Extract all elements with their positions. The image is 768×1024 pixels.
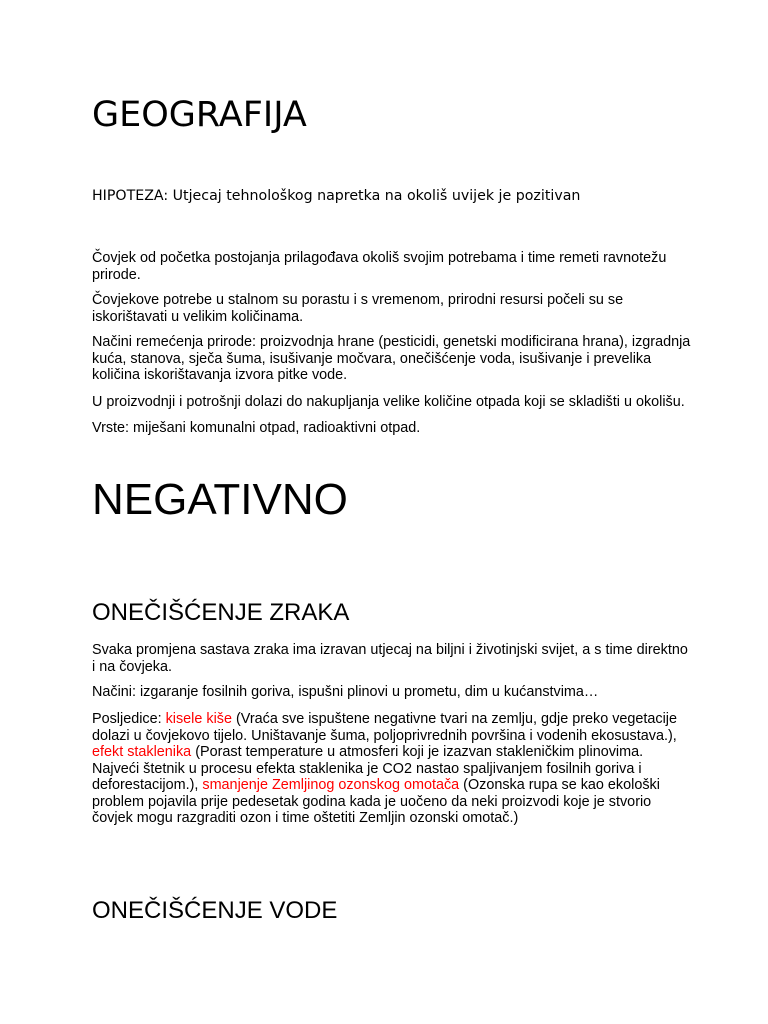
acid-rain-term: kisele kiše: [165, 711, 232, 727]
negative-heading: NEGATIVNO: [92, 475, 348, 524]
intro-paragraph: Načini remećenja prirode: proizvodnja hrane (pesticidi, genetski modificirana hrana), izgradnja kuća, stanova, sječa šuma, isušivanje močvara, onečišćenje voda, isušivanje i prevelika količina iskorištavanja izvora pitke vode.: [92, 334, 691, 383]
consequences-paragraph: [92, 711, 682, 827]
air-paragraph: Svaka promjena sastava zraka ima izravan utjecaj na biljni i životinjski svijet, a s time direktno i na čovjeka.: [92, 642, 688, 675]
intro-paragraph: Čovjekove potrebe u stalnom su porastu i s vremenom, prirodni resursi počeli su se iskorištavati u velikim količinama.: [92, 292, 624, 325]
air-pollution-heading: ONEČIŠĆENJE ZRAKA: [92, 599, 350, 626]
hypothesis-line: HIPOTEZA: Utjecaj tehnološkog napretka na okoliš uvijek je pozitivan: [92, 188, 581, 204]
document-title: GEOGRAFIJA: [92, 95, 307, 135]
ozone-text: (Ozonska rupa se kao ekološki problem pojavila prije pedesetak godina kada je uočeno da neki proizvodi koje je stvorio čovjek mogu razgraditi ozon i time oštetiti Zemljin ozonski omotač.): [92, 777, 660, 826]
intro-paragraph: Čovjek od početka postojanja prilagođava okoliš svojim potrebama i time remeti ravnotežu prirode.: [92, 250, 667, 283]
ozone-term: smanjenje Zemljinog ozonskog omotača: [202, 777, 460, 793]
greenhouse-term: efekt staklenika: [92, 744, 192, 760]
water-pollution-heading: ONEČIŠĆENJE VODE: [92, 897, 338, 924]
acid-rain-text: (Vraća sve ispuštene negativne tvari na zemlju, gdje preko vegetacije dolazi u čovjekovo tijelo. Uništavanje šuma, poljoprivrednih površina i vodenih ekosustava.),: [92, 711, 678, 744]
consequences-label: Posljedice:: [92, 711, 166, 727]
greenhouse-text: (Porast temperature u atmosferi koji je izazvan stakleničkim plinovima. Najveći štetnik u procesu efekta staklenika je CO2 nastao spaljivanjem fosilnih goriva i deforestacijom.),: [92, 744, 644, 793]
air-paragraph: Načini: izgaranje fosilnih goriva, ispušni plinovi u prometu, dim u kućanstvima…: [92, 684, 599, 700]
intro-paragraph: U proizvodnji i potrošnji dolazi do nakupljanja velike količine otpada koji se skladišti u okolišu.: [92, 394, 685, 410]
intro-paragraph: Vrste: miješani komunalni otpad, radioaktivni otpad.: [92, 420, 421, 436]
